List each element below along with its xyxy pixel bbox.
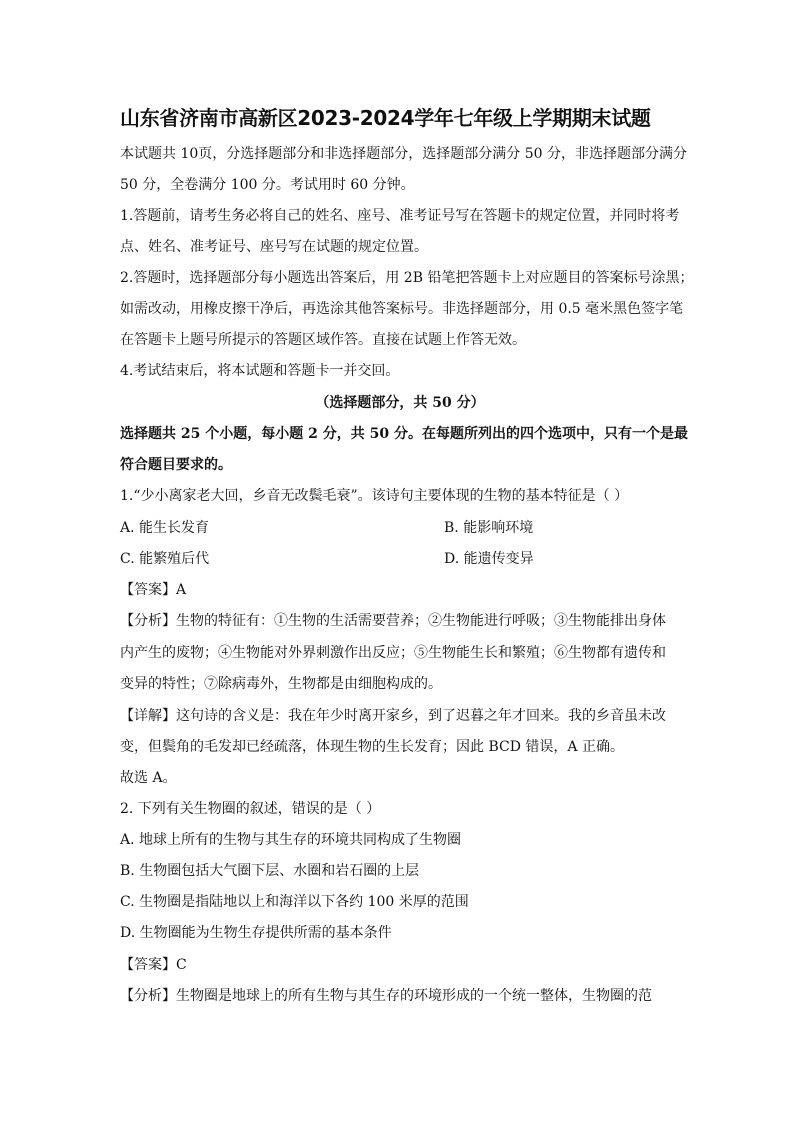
section-header: （选择题部分，共 50 分） [315, 395, 485, 411]
intro-line-5: 2.答题时，选择题部分每小题选出答案后，用 2B 铅笔把答题卡上对应题目的答案标号涂黑； [120, 270, 694, 286]
section-instructions-line-1: 选择题共 25 个小题，每小题 2 分，共 50 分。在每题所列出的四个选项中，只有一个是最 [120, 426, 688, 442]
q1-analysis-line-2: 内产生的废物；④生物能对外界刺激作出反应；⑤生物能生长和繁殖；⑥生物都有遗传和 [120, 645, 666, 661]
q1-option-d: D. 能遗传变异 [444, 551, 534, 567]
section-instructions-line-2: 符合题目要求的。 [120, 457, 232, 473]
q1-option-b: B. 能影响环境 [444, 520, 534, 536]
q2-answer: 【答案】C [120, 957, 187, 973]
q1-detail-line-1: 【详解】这句诗的含义是：我在年少时离开家乡，到了迟暮之年才回来。我的乡音虽未改 [120, 708, 666, 724]
q2-option-b: B. 生物圈包括大气圈下层、水圈和岩石圈的上层 [120, 863, 420, 879]
q1-detail-line-2: 变，但鬓角的毛发却已经疏落，体现生物的生长发育；因此 BCD 错误，A 正确。 [120, 739, 624, 755]
intro-line-4: 点、姓名、准考证号、座号写在试题的规定位置。 [120, 239, 428, 255]
q2-option-d: D. 生物圈能为生物生存提供所需的基本条件 [120, 925, 392, 941]
q1-answer: 【答案】A [120, 582, 187, 598]
q2-stem: 2. 下列有关生物圈的叙述，错误的是（ ） [120, 801, 381, 817]
document-title: 山东省济南市高新区2023-2024学年七年级上学期期末试题 [120, 106, 651, 130]
intro-line-1: 本试题共 10页，分选择题部分和非选择题部分，选择题部分满分 50 分，非选择题部分满分 [120, 146, 687, 162]
intro-line-3: 1.答题前，请考生务必将自己的姓名、座号、准考证号写在答题卡的规定位置，并同时将考 [120, 208, 680, 224]
q2-analysis-line-1: 【分析】生物圈是地球上的所有生物与其生存的环境形成的一个统一整体，生物圈的范 [120, 988, 652, 1004]
q2-option-c: C. 生物圈是指陆地以上和海洋以下各约 100 米厚的范围 [120, 894, 469, 910]
q1-stem: 1.“少小离家老大回，乡音无改鬓毛衰”。该诗句主要体现的生物的基本特征是（ ） [120, 488, 629, 504]
q1-option-a: A. 能生长发育 [120, 520, 210, 536]
intro-line-7: 在答题卡上题号所提示的答题区域作答。直接在试题上作答无效。 [120, 332, 526, 348]
q1-conclusion: 故选 A。 [120, 770, 177, 786]
q1-analysis-line-3: 变异的特性；⑦除病毒外，生物都是由细胞构成的。 [120, 676, 442, 692]
intro-line-6: 如需改动，用橡皮擦干净后，再选涂其他答案标号。非选择题部分，用 0.5 毫米黑色签字笔 [120, 301, 684, 317]
intro-line-2: 50 分，全卷满分 100 分。考试用时 60 分钟。 [120, 177, 415, 193]
q1-analysis-line-1: 【分析】生物的特征有：①生物的生活需要营养；②生物能进行呼吸；③生物能排出身体 [120, 613, 666, 629]
q2-option-a: A. 地球上所有的生物与其生存的环境共同构成了生物圈 [120, 832, 462, 848]
q1-option-c: C. 能繁殖后代 [120, 551, 210, 567]
intro-line-8: 4.考试结束后，将本试题和答题卡一并交回。 [120, 363, 400, 379]
